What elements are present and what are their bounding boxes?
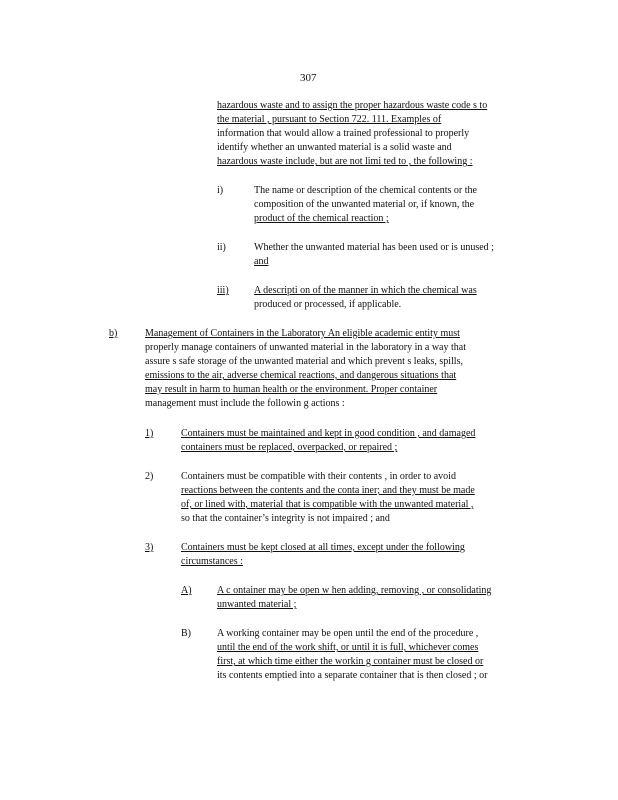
item-1-line: containers must be replaced, overpacked, or repaired ; (181, 442, 398, 453)
item-2-line: Containers must be compatible with their contents , in order to avoid (181, 471, 456, 482)
subitem-b-line: A working container may be open until the end of the procedure , (217, 628, 479, 639)
intro-line: hazardous waste include, but are not limi ted to , the following : (217, 156, 473, 167)
item-3-line: Containers must be kept closed at all times, except under the following (181, 542, 465, 553)
subitem-b-line: its contents emptied into a separate container that is then closed ; or (217, 670, 488, 681)
item-i-line: composition of the unwanted material or, if known, the (254, 199, 475, 210)
section-b-line: management must include the followin g actions : (145, 398, 345, 409)
item-iii-line: A descripti on of the manner in which the chemical was (254, 285, 477, 296)
page-number: 307 (300, 72, 317, 84)
section-b-line: emissions to the air, adverse chemical reactions, and dangerous situations that (145, 370, 457, 381)
item-2-line: so that the container’s integrity is not impaired ; and (181, 513, 390, 524)
section-b-line: Management of Containers in the Laboratory An eligible academic entity must (145, 328, 460, 339)
item-label-ii: ii) (217, 242, 226, 253)
intro-line: identify whether an unwanted material is a solid waste and (217, 142, 452, 153)
item-iii-line: produced or processed, if applicable. (254, 299, 402, 310)
item-1-line: Containers must be maintained and kept in good condition , and damaged (181, 428, 476, 439)
subitem-b-line: until the end of the work shift, or until it is full, whichever comes (217, 642, 479, 653)
intro-line: information that would allow a trained professional to properly (217, 128, 470, 139)
subitem-a-line: unwanted material ; (217, 599, 297, 610)
subitem-b-line: first, at which time either the workin g container must be closed or (217, 656, 484, 667)
item-2-line: reactions between the contents and the conta iner; and they must be made (181, 485, 475, 496)
item-ii-line: Whether the unwanted material has been used or is unused ; (254, 242, 494, 253)
item-i-line: The name or description of the chemical contents or the (254, 185, 477, 196)
item-2-line: of, or lined with, material that is compatible with the unwanted material , (181, 499, 474, 510)
section-b-line: assure s safe storage of the unwanted material and which prevent s leaks, spills, (145, 356, 463, 367)
item-ii-line: and (254, 256, 269, 267)
section-b-label: b) (109, 328, 118, 339)
section-b-line: properly manage containers of unwanted material in the laboratory in a way that (145, 342, 466, 353)
section-b-line: may result in harm to human health or the environment. Proper container (145, 384, 438, 395)
intro-line: hazardous waste and to assign the proper hazardous waste code s to (217, 100, 488, 111)
item-3-line: circumstances : (181, 556, 243, 567)
item-i-line: product of the chemical reaction ; (254, 213, 389, 224)
item-label-3: 3) (145, 542, 154, 553)
intro-line: the material , pursuant to Section 722. 111. Examples of (217, 114, 442, 125)
item-label-i: i) (217, 185, 224, 196)
subitem-a-line: A c ontainer may be open w hen adding, removing , or consolidating (217, 585, 492, 596)
subitem-label-b: B) (181, 628, 191, 639)
item-label-1: 1) (145, 428, 154, 439)
subitem-label-a: A) (181, 585, 192, 596)
item-label-iii: iii) (217, 285, 229, 296)
item-label-2: 2) (145, 471, 154, 482)
